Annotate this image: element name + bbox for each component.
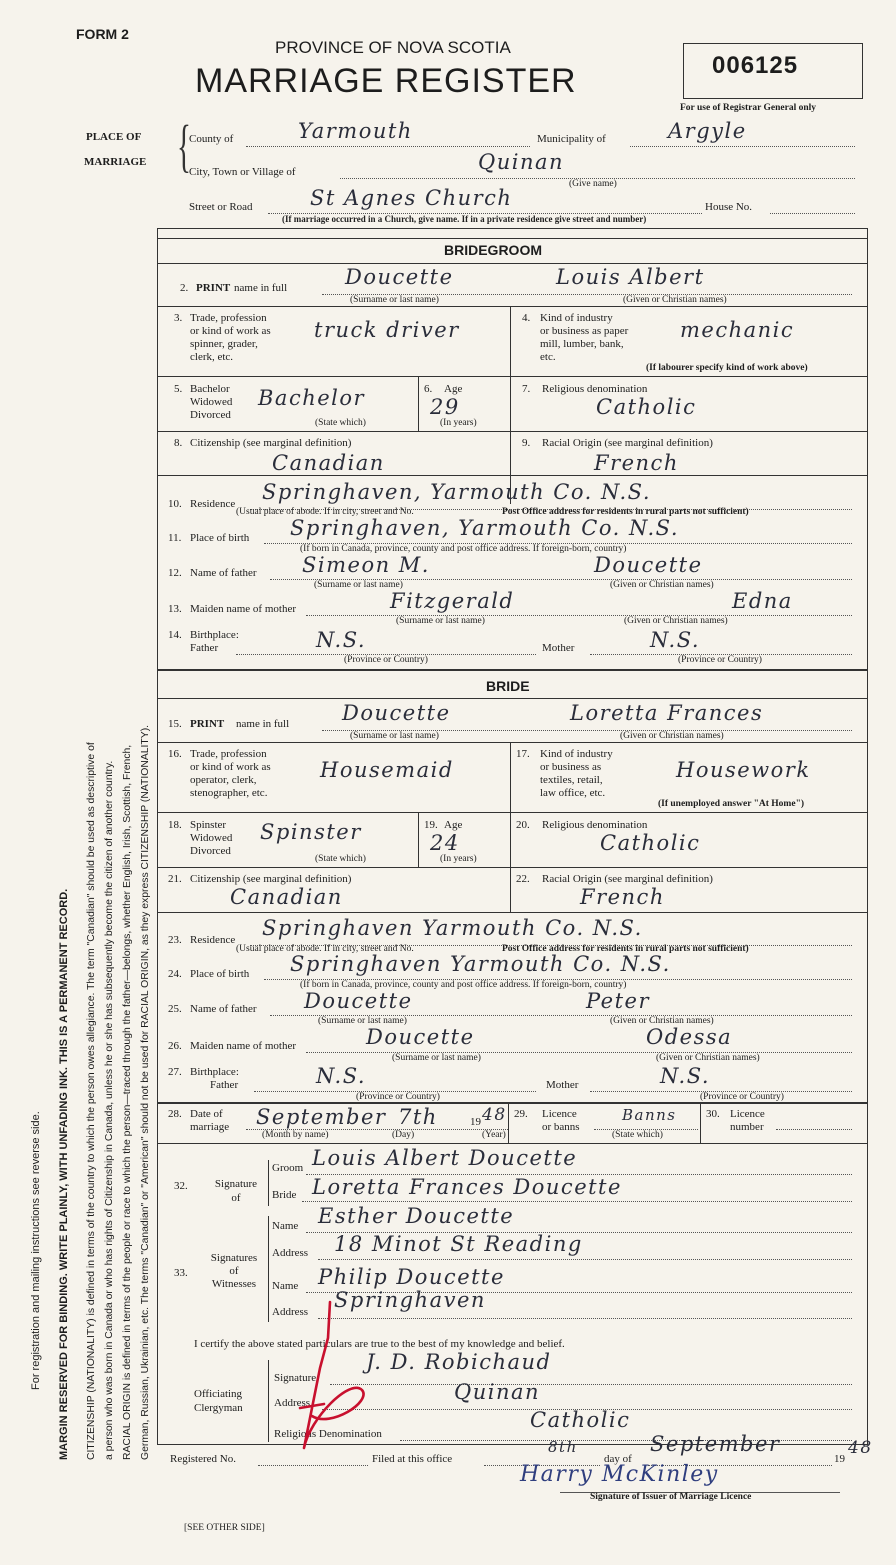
registered-no-label: Registered No. (170, 1453, 236, 1465)
groom-industry: mechanic (680, 318, 795, 342)
filed-label: Filed at this office (372, 1453, 453, 1465)
bride-citizenship: Canadian (230, 885, 343, 909)
bride-religion: Catholic (600, 831, 701, 855)
bride-racial-origin: French (580, 885, 665, 909)
margin-note-instructions: For registration and mailing instructions see reverse side. (30, 1111, 42, 1390)
municipality-label: Municipality of (537, 133, 606, 145)
filed-year: 48 (848, 1438, 873, 1458)
bride-father-birthplace: N.S. (316, 1064, 367, 1088)
surname-hint: (Surname or last name) (350, 295, 439, 305)
father-label: Name of father (190, 1003, 257, 1015)
item-number: 14. (168, 629, 182, 641)
given-hint: (Given or Christian names) (623, 295, 727, 305)
print-label: PRINT (196, 282, 231, 294)
form-label: FORM 2 (76, 26, 129, 42)
citizenship-label: Citizenship (see marginal definition) (190, 437, 352, 449)
street-label: Street or Road (189, 201, 253, 213)
clergy-denomination-label: Religious Denomination (274, 1428, 382, 1440)
state-which-hint: (State which) (315, 854, 366, 864)
given-hint: (Given or Christian names) (610, 1016, 714, 1026)
signature-of-label: Signature of (214, 1178, 258, 1204)
item-number: 4. (522, 312, 531, 324)
print-label: PRINT (190, 718, 225, 730)
bride-residence: Springhaven Yarmouth Co. N.S. (262, 916, 643, 940)
item-number: 25. (168, 1003, 182, 1015)
groom-trade: truck driver (314, 318, 460, 342)
item-number: 5. (174, 383, 183, 395)
item-number: 18. (168, 819, 182, 831)
margin-note-citizenship-a: CITIZENSHIP (NATIONALITY) is defined in terms of the country to which the person owes allegiance. The term "Canadian" should be used as descriptive of (86, 742, 97, 1460)
state-which-hint: (State which) (315, 418, 366, 428)
clergy-address: Quinan (454, 1380, 541, 1404)
county-value: Yarmouth (298, 119, 413, 143)
bride-mother-surname: Doucette (366, 1025, 475, 1049)
mother-label: Maiden name of mother (190, 1040, 296, 1052)
municipality-value: Argyle (668, 119, 747, 143)
groom-age: 29 (430, 395, 460, 419)
clergy-address-label: Address (274, 1397, 311, 1409)
item-number: 32. (174, 1180, 188, 1192)
marriage-label: MARRIAGE (84, 156, 147, 168)
witness-name-label: Name (272, 1280, 299, 1292)
witness2-address: Springhaven (334, 1288, 486, 1312)
groom-status-label: Bachelor Widowed Divorced (190, 383, 233, 421)
groom-mother-surname: Fitzgerald (390, 589, 515, 613)
bride-heading: BRIDE (486, 678, 530, 694)
given-hint: (Given or Christian names) (610, 580, 714, 590)
father-bp-label: Father (210, 1079, 239, 1091)
mother-bp-label: Mother (542, 642, 575, 654)
surname-hint: (Surname or last name) (396, 616, 485, 626)
industry-note: (If labourer specify kind of work above) (646, 363, 808, 373)
witness-address-label: Address (272, 1247, 309, 1259)
bride-industry-label: Kind of industry or business as textiles, retail, law office, etc. (540, 748, 613, 799)
place-of-label: PLACE OF (86, 131, 142, 143)
groom-signature: Louis Albert Doucette (312, 1146, 578, 1170)
residence-label: Residence (190, 498, 236, 510)
item-number: 9. (522, 437, 531, 449)
date-label: Date of marriage (190, 1108, 230, 1133)
bride-status-label: Spinster Widowed Divorced (190, 819, 233, 857)
item-number: 28. (168, 1108, 182, 1120)
racial-origin-label: Racial Origin (see marginal definition) (542, 437, 713, 449)
item-number: 26. (168, 1040, 182, 1052)
item-number: 3. (174, 312, 183, 324)
clergy-signature-label: Signature (274, 1372, 317, 1384)
filed-day: 8th (548, 1438, 578, 1456)
item-number: 8. (174, 437, 183, 449)
groom-mother-birthplace: N.S. (650, 628, 701, 652)
name-in-full-label: name in full (236, 718, 290, 730)
groom-father-birthplace: N.S. (316, 628, 367, 652)
witness1-address: 18 Minot St Reading (334, 1232, 583, 1256)
groom-surname: Doucette (345, 265, 454, 289)
licence-number-label: Licence number (730, 1108, 765, 1133)
item-number: 13. (168, 603, 182, 615)
bride-age: 24 (430, 831, 460, 855)
groom-father-given: Doucette (594, 553, 703, 577)
month-hint: (Month by name) (262, 1130, 329, 1140)
groom-given-names: Louis Albert (556, 265, 705, 289)
witness-address-label: Address (272, 1306, 309, 1318)
age-label: Age (444, 819, 463, 831)
item-number: 21. (168, 873, 182, 885)
marriage-year: 48 (482, 1105, 507, 1125)
in-years-hint: (In years) (440, 418, 477, 428)
item-number: 7. (522, 383, 531, 395)
father-bp-label: Father (190, 642, 219, 654)
bride-mother-birthplace: N.S. (660, 1064, 711, 1088)
racial-origin-label: Racial Origin (see marginal definition) (542, 873, 713, 885)
item-number: 6. (424, 383, 433, 395)
birthplace-label: Place of birth (190, 968, 250, 980)
year-hint: (Year) (482, 1130, 506, 1140)
county-label: County of (189, 133, 234, 145)
residence-label: Residence (190, 934, 236, 946)
item-number: 15. (168, 718, 182, 730)
bride-signature: Loretta Frances Doucette (312, 1175, 622, 1199)
day-of-label: day of (604, 1453, 632, 1465)
marriage-day: 7th (398, 1105, 438, 1129)
witness1-name: Esther Doucette (318, 1204, 515, 1228)
groom-citizenship: Canadian (272, 451, 385, 475)
bride-father-surname: Doucette (304, 989, 413, 1013)
bride-marital-status: Spinster (260, 820, 362, 844)
street-value: St Agnes Church (310, 186, 513, 210)
province-hint: (Province or Country) (356, 1092, 440, 1102)
surname-hint: (Surname or last name) (314, 580, 403, 590)
margin-note-racial-a: RACIAL ORIGIN is defined in terms of the people or race to which the person—traced through the father—belongs, whether English, Irish, Scottish, French, (122, 744, 133, 1460)
city-label: City, Town or Village of (189, 166, 296, 178)
item-number: 16. (168, 748, 182, 760)
street-note: (If marriage occurred in a Church, give name. If in a private residence give street and number) (282, 214, 647, 224)
item-number: 23. (168, 934, 182, 946)
father-label: Name of father (190, 567, 257, 579)
groom-place-of-birth: Springhaven, Yarmouth Co. N.S. (290, 516, 679, 540)
house-label: House No. (705, 201, 753, 213)
age-label: Age (444, 383, 463, 395)
mother-bp-label: Mother (546, 1079, 579, 1091)
red-check-mark (290, 1298, 380, 1458)
in-years-hint: (In years) (440, 854, 477, 864)
item-number: 33. (174, 1267, 188, 1279)
bride-trade-label: Trade, profession or kind of work as operator, clerk, stenographer, etc. (190, 748, 271, 799)
licence-or-banns: Banns (622, 1106, 677, 1124)
bride-mother-given: Odessa (646, 1025, 733, 1049)
religion-label: Religious denomination (542, 383, 648, 395)
province-hint: (Province or Country) (700, 1092, 784, 1102)
groom-industry-label: Kind of industry or business as paper mill, lumber, bank, etc. (540, 312, 629, 363)
margin-note-binding: MARGIN RESERVED FOR BINDING. WRITE PLAINLY, WITH UNFADING INK. THIS IS A PERMANENT RECORD. (58, 888, 70, 1460)
name-in-full-label: name in full (234, 282, 288, 294)
given-hint: (Given or Christian names) (624, 616, 728, 626)
item-number: 2. (180, 282, 189, 294)
bride-sig-label: Bride (272, 1189, 297, 1201)
issuer-signature: Harry McKinley (520, 1462, 719, 1487)
mother-label: Maiden name of mother (190, 603, 296, 615)
surname-hint: (Surname or last name) (392, 1053, 481, 1063)
residence-hint-bold: Post Office address for residents in rural parts not sufficient) (502, 944, 749, 954)
item-number: 24. (168, 968, 182, 980)
city-value: Quinan (478, 150, 565, 174)
margin-note-citizenship-b: a person who was born in Canada or who has rights of Citizenship in Canada, unless he or she has subsequently become the citizen of another country. (104, 760, 115, 1460)
groom-residence: Springhaven, Yarmouth Co. N.S. (262, 480, 651, 504)
groom-racial-origin: French (594, 451, 679, 475)
state-which-hint: (State which) (612, 1130, 663, 1140)
groom-religion: Catholic (596, 395, 697, 419)
given-hint: (Given or Christian names) (620, 731, 724, 741)
witnesses-label: Signatures of Witnesses (210, 1252, 258, 1290)
surname-hint: (Surname or last name) (350, 731, 439, 741)
bride-place-of-birth: Springhaven Yarmouth Co. N.S. (290, 952, 671, 976)
bride-trade: Housemaid (320, 758, 454, 782)
year-prefix: 19 (834, 1453, 845, 1465)
day-hint: (Day) (392, 1130, 415, 1140)
clergy-signature: J. D. Robichaud (366, 1350, 552, 1374)
item-number: 29. (514, 1108, 528, 1120)
give-name-hint: (Give name) (569, 179, 617, 189)
item-number: 19. (424, 819, 438, 831)
religion-label: Religious denomination (542, 819, 648, 831)
item-number: 22. (516, 873, 530, 885)
industry-note: (If unemployed answer "At Home") (658, 799, 805, 809)
birthplace-parents-label: Birthplace: (190, 1066, 239, 1078)
clergy-denomination: Catholic (530, 1408, 631, 1432)
item-number: 20. (516, 819, 530, 831)
groom-trade-label: Trade, profession or kind of work as spinner, grader, clerk, etc. (190, 312, 271, 363)
officiating-clergyman-label: Officiating Clergyman (194, 1388, 243, 1414)
bride-industry: Housework (676, 758, 811, 782)
place-brace: { (176, 113, 191, 178)
birthplace-hint: (If born in Canada, province, county and post office address. If foreign-born, country) (300, 980, 627, 990)
witness2-name: Philip Doucette (318, 1265, 505, 1289)
certification-text: I certify the above stated particulars are true to the best of my knowledge and belief. (194, 1338, 565, 1350)
bride-surname: Doucette (342, 701, 451, 725)
year-prefix: 19 (470, 1116, 481, 1128)
province-hint: (Province or Country) (344, 655, 428, 665)
birthplace-label: Place of birth (190, 532, 250, 544)
item-number: 17. (516, 748, 530, 760)
licence-label: Licence or banns (542, 1108, 580, 1133)
residence-hint-bold: Post Office address for residents in rural parts not sufficient) (502, 507, 749, 517)
birthplace-parents-label: Birthplace: (190, 629, 239, 641)
issuer-label: Signature of Issuer of Marriage Licence (590, 1492, 752, 1502)
groom-sig-label: Groom (272, 1162, 304, 1174)
birthplace-hint: (If born in Canada, province, county and post office address. If foreign-born, country) (300, 544, 627, 554)
residence-hint: (Usual place of abode. If in city, street and No. (236, 944, 414, 954)
residence-hint: (Usual place of abode. If in city, street and No. (236, 507, 414, 517)
register-number: 006125 (712, 52, 799, 79)
page-title: MARRIAGE REGISTER (195, 62, 577, 100)
item-number: 30. (706, 1108, 720, 1120)
marriage-month: September (256, 1105, 387, 1129)
bride-father-given: Peter (586, 989, 651, 1013)
given-hint: (Given or Christian names) (656, 1053, 760, 1063)
item-number: 10. (168, 498, 182, 510)
binding-margin (22, 300, 157, 1460)
margin-note-racial-b: German, Russian, Ukrainian, etc. The terms "Canadian" or "American" should not be used for RACIAL ORIGIN, as they express CITIZENSHIP (NATIONALITY). (140, 724, 151, 1460)
item-number: 11. (168, 532, 182, 544)
item-number: 12. (168, 567, 182, 579)
province-heading: PROVINCE OF NOVA SCOTIA (275, 38, 511, 57)
groom-mother-given: Edna (732, 589, 793, 613)
surname-hint: (Surname or last name) (318, 1016, 407, 1026)
citizenship-label: Citizenship (see marginal definition) (190, 873, 352, 885)
bridegroom-heading: BRIDEGROOM (444, 242, 542, 258)
province-hint: (Province or Country) (678, 655, 762, 665)
witness-name-label: Name (272, 1220, 299, 1232)
filed-month: September (650, 1432, 781, 1456)
item-number: 27. (168, 1066, 182, 1078)
bride-given-names: Loretta Frances (570, 701, 764, 725)
see-other-side: [SEE OTHER SIDE] (184, 1523, 265, 1533)
groom-marital-status: Bachelor (258, 386, 366, 410)
groom-father-surname: Simeon M. (302, 553, 430, 577)
registrar-note: For use of Registrar General only (680, 103, 817, 113)
